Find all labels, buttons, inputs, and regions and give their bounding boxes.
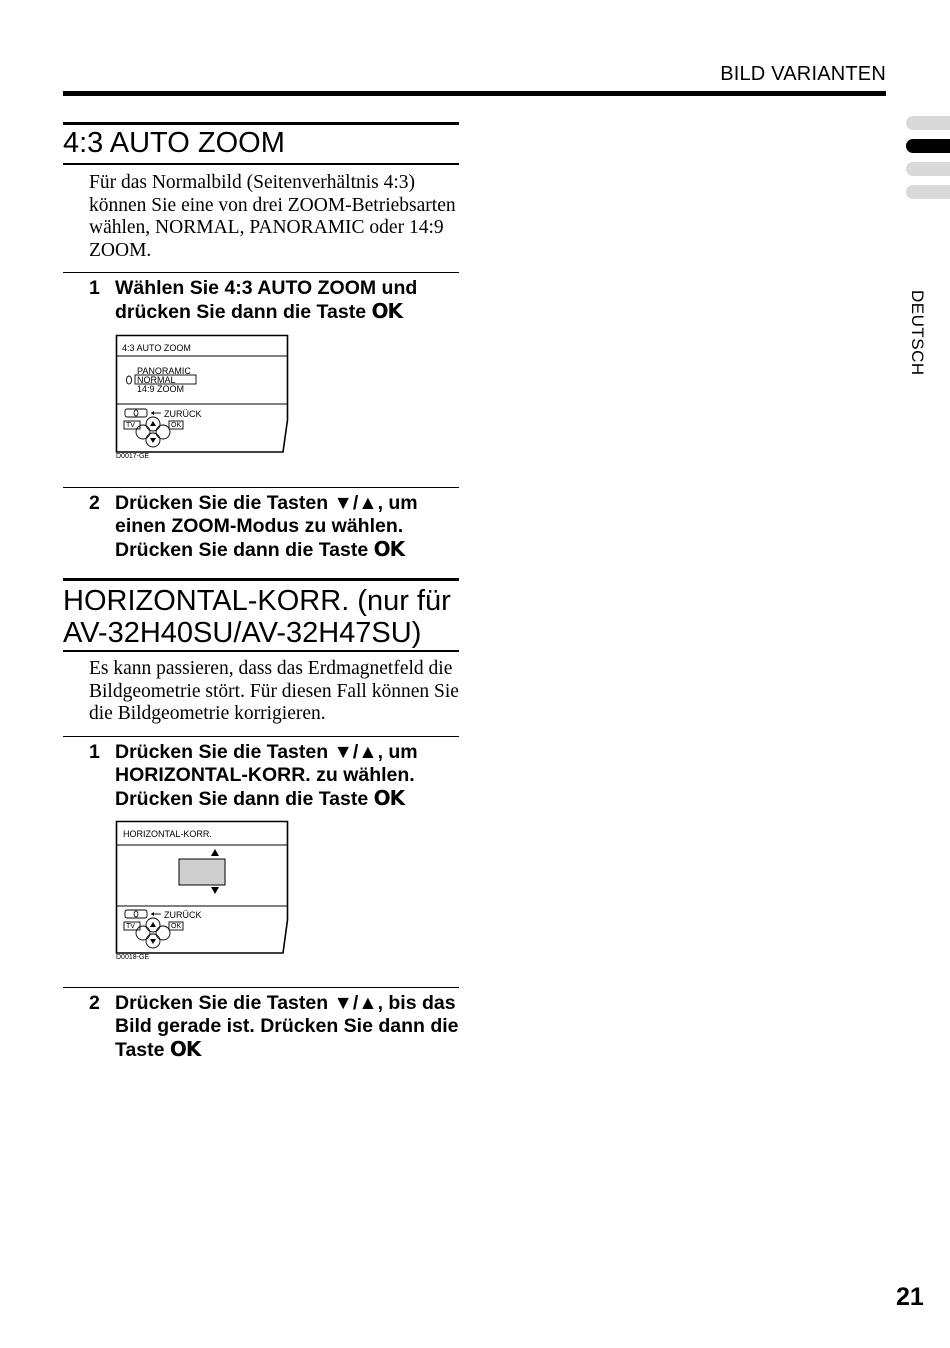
- step-divider: [63, 487, 459, 488]
- step-instruction: Drücken Sie die Tasten ▼/▲, um HORIZONTAL-KORR. zu wählen. Drücken Sie dann die Taste: [115, 741, 418, 810]
- section-title-underline: [63, 163, 459, 165]
- screen-title: HORIZONTAL-KORR.: [123, 829, 212, 839]
- ok-key-glyph: OK: [371, 299, 402, 323]
- ok-key: OK: [171, 923, 182, 930]
- tv-key: TV: [126, 923, 135, 930]
- step-number: 1: [89, 741, 100, 763]
- section-intro: Für das Normalbild (Seitenverhältnis 4:3) können Sie eine von drei ZOOM-Betriebsarten wählen, NORMAL, PANORAMIC oder 14:9 ZOOM.: [89, 172, 456, 261]
- language-label: DEUTSCH: [908, 290, 927, 376]
- ok-key-glyph: OK: [169, 1037, 201, 1061]
- menu-screen-illustration: [115, 334, 290, 454]
- tv-key: TV: [126, 422, 135, 429]
- step-number: 2: [89, 992, 100, 1014]
- section-title-auto-zoom: 4:3 AUTO ZOOM: [63, 127, 285, 159]
- section-title-underline: [63, 650, 459, 652]
- step-divider: [63, 736, 459, 737]
- ok-key-glyph: OK: [373, 537, 405, 561]
- header-rule: [63, 91, 886, 96]
- figure-code: D0018-GE: [116, 954, 150, 961]
- step-divider: [63, 272, 459, 273]
- step-instruction: Drücken Sie die Tasten ▼/▲, bis das Bild gerade ist. Drücken Sie dann die Taste: [115, 992, 459, 1061]
- section-title-line: AV-32H40SU/AV-32H47SU): [63, 617, 422, 649]
- step-text: [115, 277, 460, 324]
- section-intro: Es kann passieren, dass das Erdmagnetfeld die Bildgeometrie stört. Für diesen Fall können Sie die Bildgeometrie korrigieren.: [89, 658, 459, 724]
- back-label: ZURÜCK: [164, 409, 202, 419]
- ok-key-glyph: OK: [373, 786, 405, 810]
- step-instruction: Drücken Sie die Tasten ▼/▲, um einen ZOOM-Modus zu wählen. Drücken Sie dann die Taste: [115, 492, 418, 561]
- section-rule: [63, 578, 459, 581]
- menu-option: 14:9 ZOOM: [137, 384, 185, 394]
- step-number: 2: [89, 492, 100, 514]
- step-text: [115, 992, 460, 1062]
- menu-option-selected: NORMAL: [137, 375, 176, 385]
- chapter-tab: [906, 185, 950, 199]
- chapter-tab: [906, 116, 950, 130]
- screen-title: 4:3 AUTO ZOOM: [122, 343, 191, 353]
- menu-option: PANORAMIC: [137, 366, 191, 376]
- figure-code: D0017-GE: [116, 453, 150, 460]
- back-label: ZURÜCK: [164, 910, 202, 920]
- step-text: [115, 492, 460, 562]
- step-text: [115, 741, 460, 811]
- running-header: BILD VARIANTEN: [720, 63, 886, 85]
- chapter-tab: [906, 162, 950, 176]
- page-number: 21: [896, 1283, 924, 1311]
- section-title-horizontal: [63, 585, 451, 649]
- step-divider: [63, 987, 459, 988]
- step-number: 1: [89, 277, 100, 299]
- adjust-screen-illustration: [115, 820, 290, 955]
- chapter-tab-active: [906, 139, 950, 153]
- section-title-line: HORIZONTAL-KORR. (nur für: [63, 585, 451, 617]
- step-instruction: Wählen Sie 4:3 AUTO ZOOM und drücken Sie dann die Taste: [115, 277, 418, 323]
- section-rule: [63, 122, 459, 125]
- ok-key: OK: [171, 422, 182, 429]
